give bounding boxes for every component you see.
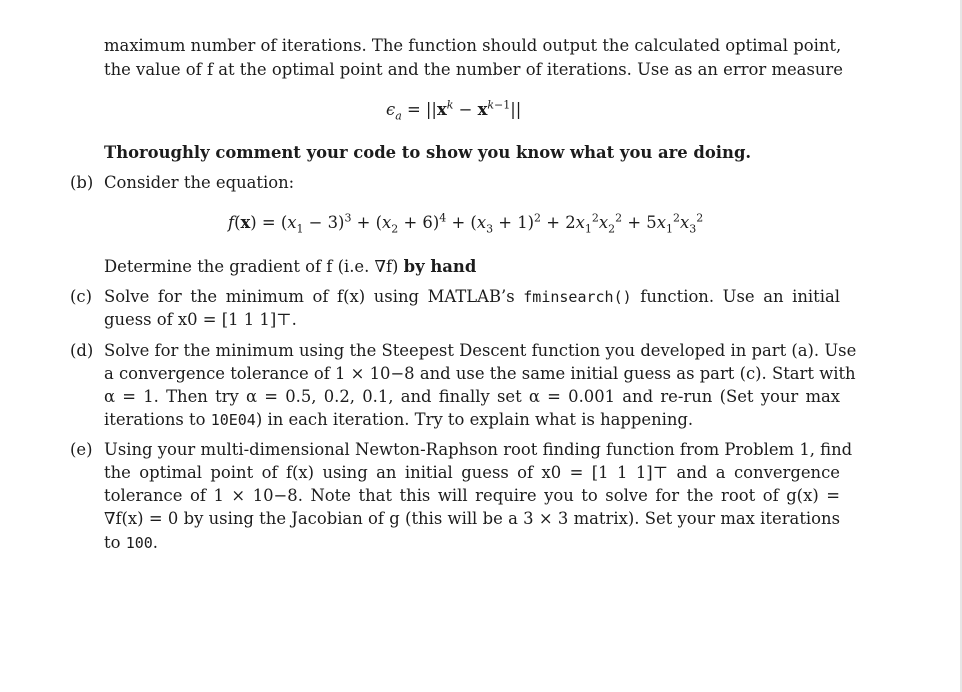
part-d-line-4 [104, 410, 693, 430]
part-c-text-start: Solve for the minimum of f(x) using MATLAB’s [104, 287, 515, 306]
comment-instruction: Thoroughly comment your code to show you know what you are doing. [104, 143, 752, 162]
part-c-line-2: guess of x0 = [1 1 1]⊤. [104, 310, 297, 329]
part-e-line-4: ∇f(x) = 0 by using the Jacobian of g (this will be a 3 × 3 matrix). Set your max iterations [104, 509, 840, 528]
part-e-line-2: the optimal point of f(x) using an initial guess of x0 = [1 1 1]⊤ and a convergence [104, 463, 840, 482]
part-c-text-end: function. Use an initial [640, 287, 840, 306]
part-b-label: (b) [70, 173, 94, 192]
part-b-line-2 [104, 257, 476, 277]
intro-line-2: the value of f at the optimal point and the number of iterations. Use as an error measure [104, 60, 843, 79]
fminsearch-code: fminsearch() [523, 288, 632, 306]
part-b-line-1: Consider the equation: [104, 173, 295, 192]
part-d-label: (d) [70, 341, 94, 360]
part-e-line-5-end: . [152, 533, 158, 552]
part-d-line-4-end: ) in each iteration. Try to explain what is happening. [255, 410, 694, 429]
part-e-line-5-start: to [104, 533, 121, 552]
function-equation: $f(x) = (x_1 - 3)^3 + (x_2 + 6)^4 + (x_3 + 1)^2 + 2x_1^2x_2^2 + 5x_1^2x_3^2$ [228, 211, 704, 236]
gradient-instruction: Determine the gradient of f (i.e. ∇f) [104, 257, 399, 276]
part-c-line-1 [104, 287, 840, 307]
part-d-line-1: Solve for the minimum using the Steepest Descent function you developed in part (a). Use [104, 341, 857, 360]
part-d-line-2: a convergence tolerance of 1 × 10−8 and use the same initial guess as part (c). Start with [104, 364, 856, 383]
max-iterations-100-code: 100 [125, 534, 153, 552]
error-measure-equation: $\epsilon_a = ||x^k - x^{k-1}||$ [386, 98, 522, 123]
part-e-label: (e) [70, 440, 93, 459]
part-d-line-4-start: iterations to [104, 410, 206, 429]
part-c-label: (c) [70, 287, 92, 306]
part-e-line-3: tolerance of 1 × 10−8. Note that this will require you to solve for the root of g(x) = [104, 486, 840, 505]
part-e-line-1: Using your multi-dimensional Newton-Raphson root finding function from Problem 1, find [104, 440, 853, 459]
part-d-line-3: α = 1. Then try α = 0.5, 0.2, 0.1, and finally set α = 0.001 and re-run (Set your max [104, 387, 840, 406]
by-hand-emphasis: by hand [403, 257, 477, 276]
max-iterations-code: 10E04 [210, 411, 256, 429]
part-e-line-5 [104, 533, 158, 553]
intro-line-1: maximum number of iterations. The function should output the calculated optimal point, [104, 36, 842, 55]
